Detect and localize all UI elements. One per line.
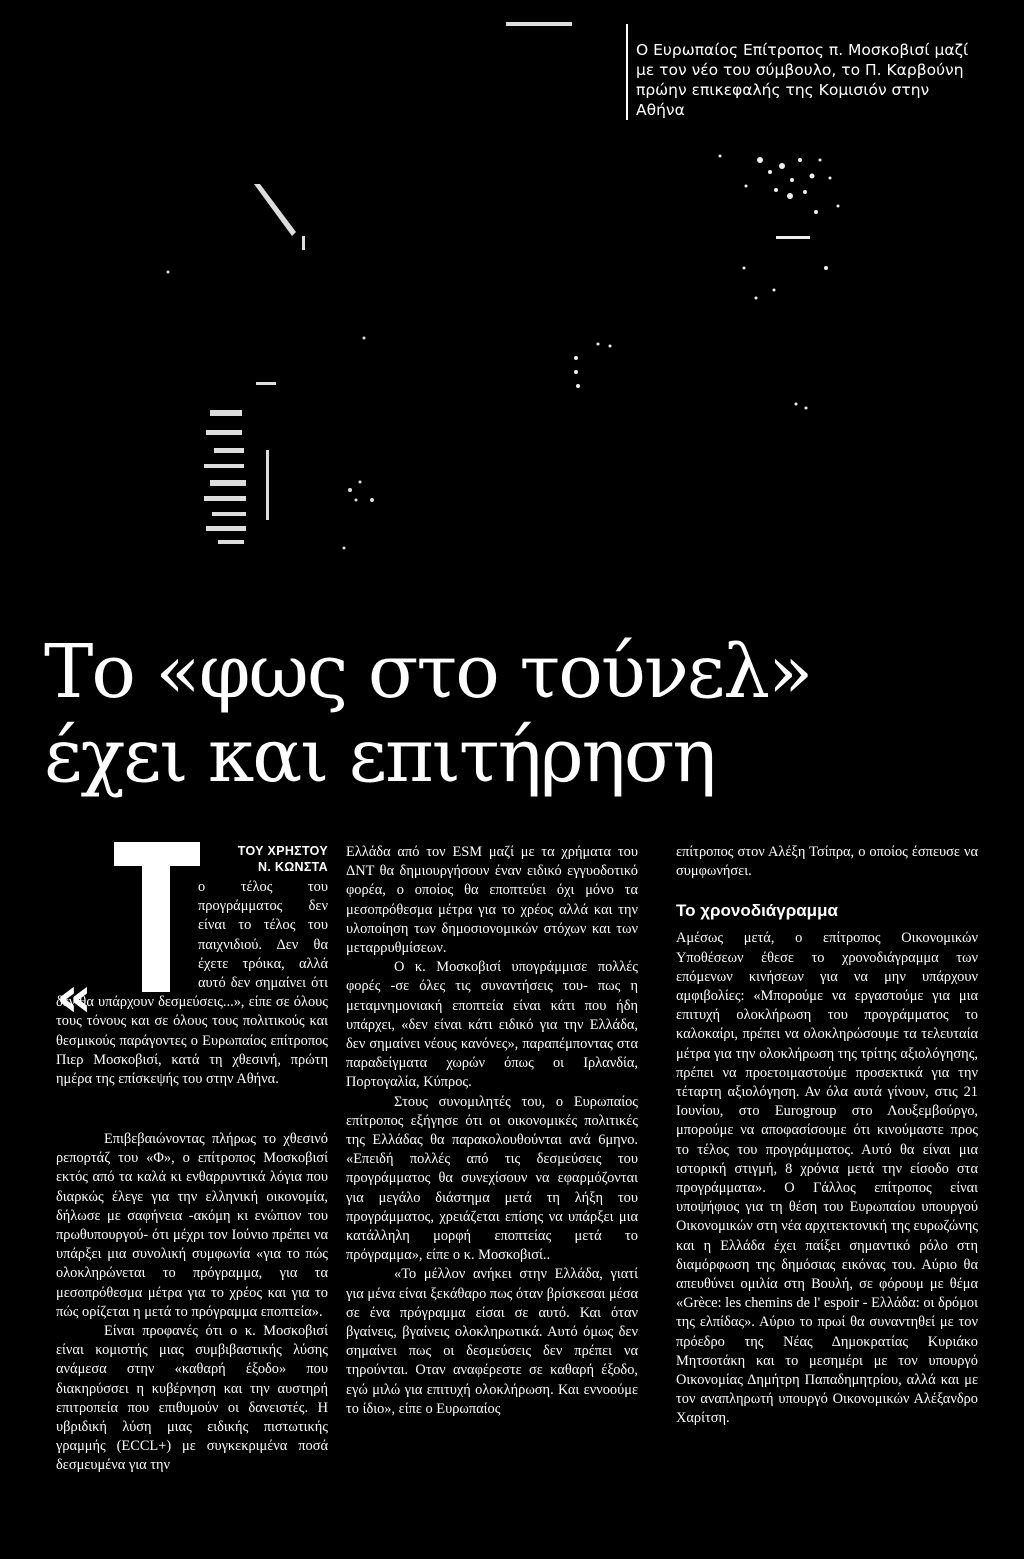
article-photo [0,0,1024,620]
article-column-3 [676,843,978,1429]
headline [44,630,1004,798]
col1-paragraph-3: Είναι προφανές ότι ο κ. Μοσκοβισί είναι κομιστής μιας συμβιβαστικής λύσης ανάμεσα στην «καθαρή έξοδο» που διακηρύσσει η κυβέρνηση και την αυστηρή επιτροπεία που επιθυμούν οι δανειστές. Η υβριδική λύση μιας ειδικής πιστωτικής γραμμής (ECCL+) με συγκεκριμένα ποσά δεσμευμένα για την [56,1323,328,1474]
col2-paragraph-3: Στους συνομιλητές του, ο Ευρωπαίος επίτροπος εξήγησε ότι οι οικονομικές πολιτικές της Ελλάδας θα παρακολουθούνται ανά 6μηνο. «Επειδή πολλές από τις δεσμεύσεις του προγράμματος θα συνεχίσουν να εφαρμόζονται για μεγάλο διάστημα μετά τη λήξη του προγράμματος, χρειάζεται επίσης να υπάρξει μια κατάλληλη μορφή εποπτείας μετά το πρόγραμμα», είπε ο κ. Μοσκοβισί.. [346,1093,638,1264]
article-column-2 [346,843,638,1419]
byline-line-1: ΤΟΥ ΧΡΗΣΤΟΥ [237,844,328,858]
headline-line-2: έχει και επιτήρηση [44,713,715,799]
lead-block [198,843,328,875]
byline-line-2: Ν. ΚΩΝΣΤΑ [258,860,328,874]
article-column-1-cont [56,1130,328,1476]
lead-paragraph: ο τέλος του προγράμματος δεν είναι το τέλος του παιχνιδιού. Δεν θα έχετε τρόικα, αλλά αυτό δεν σημαίνει ότι δεν θα υπάρχουν δεσμεύσεις...», είπε σε όλους τους τόνους και σε όλους τους πολιτικούς και θεσμικούς παράγοντες ο Ευρωπαίος επίτροπος Πιερ Μοσκοβισί, κατά τη χθεσινή, πρώτη ημέρα της επίσκεψής του στην Αθήνα. [56,879,328,1088]
col2-paragraph-2: Ο κ. Μοσκοβισί υπογράμμισε πολλές φορές -σε όλες τις συναντήσεις του- πως η μεταμνημονιακή εποπτεία είναι κάτι που ήδη υπάρχει, «δεν είναι κάτι ειδικό για την Ελλάδα, δεν σημαίνει νέους κανόνες», παραπέμποντας στα παραδείγματα χωρών όπως οι Ιρλανδία, Πορτογαλία, Κύπρος. [346,959,638,1091]
dropcap-spacer [56,878,198,993]
byline [198,843,328,875]
col3-paragraph-1: επίτροπος στον Αλέξη Τσίπρα, ο οποίος έσπευσε να συμφωνήσει. [676,844,978,880]
dropcap-quote: « [56,965,93,1030]
col2-paragraph-4: «Το μέλλον ανήκει στην Ελλάδα, γιατί για μένα είναι ξεκάθαρο πως όταν βρίσκεσαι μέσα σε ένα πρόγραμμα είσαι σε αυτό. Και όταν βγαίνεις, βγαίνεις ολοκληρωτικά. Αυτό όμως δεν σημαίνει πως οι δεσμεύσεις δεν πρέπει να τηρούνται. Οταν αναφέρεστε σε καθαρή έξοδο, εγώ μιλώ για επιτυχή ολοκλήρωση. Και εννοούμε το ίδιο», είπε ο Ευρωπαίος [346,1266,638,1417]
photo-caption: Ο Ευρωπαίος Επίτροπος π. Μοσκοβισί μαζί με τον νέο του σύμβουλο, το Π. Καρβούνη πρώην επικεφαλής της Κομισιόν στην Αθήνα [636,41,969,119]
col2-paragraph-1: Ελλάδα από τον ESM μαζί με τα χρήματα του ΔΝΤ θα δημιουργήσουν έναν ειδικό εγγυοδοτικό φορέα, ο οποίος θα εποπτεύει όχι μόνο τα μεσοπρόθεσμα μέτρα για το χρέος αλλά και την υλοποίηση των δημοσιονομικών στόχων και των μεταρρυθμίσεων. [346,844,638,957]
headline-line-1: Το «φως στο τούνελ» [44,629,812,715]
section-subhead: Το χρονοδιάγραμμα [676,901,838,921]
article-column-1 [56,878,328,1089]
col1-paragraph-2: Επιβεβαιώνοντας πλήρως το χθεσινό ρεπορτάζ του «Φ», ο επίτροπος Μοσκοβισί εκτός από τα καλά κι ενθαρρυντικά λόγια που διαρκώς έλεγε για την ελληνική οικονομία, δήλωσε με σαφήνεια -ακόμη κι ενώπιον του πρωθυπουργού- ότι μέχρι τον Ιούνιο πρέπει να υπάρξει μια συνολική συμφωνία «για το πώς ολοκληρώνεται το πρόγραμμα, για τα μεσοπρόθεσμα μέτρα για το χρέος και για το πώς ορίζεται η μετά το πρόγραμμα εποπτεία». [56,1131,328,1320]
col3-paragraph-2: Αμέσως μετά, ο επίτροπος Οικονομικών Υποθέσεων έθεσε το χρονοδιάγραμμα των επόμενων κινήσεων για να μην υπάρχουν αμφιβολίες: «Μπορούμε να εργαστούμε για μια επιτυχή ολοκλήρωση του προγράμματος το καλοκαίρι, πρέπει να ολοκληρώσουμε τα τελευταία μέτρα για την ολοκλήρωση της τρίτης αξιολόγησης, πρέπει να προετοιμαστούμε προσεκτικά για την τέταρτη αξιολόγηση. Αν όλα αυτά γίνουν, στις 21 Ιουνίου, στο Eurogroup στο Λουξεμβούργο, μπορούμε να αποφασίσουμε ότι κινούμαστε προς το τέλος του προγράμματος. Αυτό θα είναι μια ιστορική στιγμή, 8 χρόνια μετά την είσοδο στα προγράμματα». Ο Γάλλος επίτροπος είναι υποψήφιος για τη θέση του Ευρωπαίου υπουργού Οικονομικών στη νέα αρχιτεκτονική της ευρωζώνης και η Ελλάδα έχει παίξει σημαντικό ρόλο στη διαμόρφωση της δημόσιας εικόνας του. Αύριο θα απευθύνει ομιλία στη Βουλή, σε φόρουμ με θέμα «Grèce: les chemins de l' espoir - Ελλάδα: οι δρόμοι της ελπίδας». Αύριο το πρωί θα συναντηθεί με τον πρόεδρο της Νέας Δημοκρατίας Κυριάκο Μητσοτάκη και το μεσημέρι με τον υπουργό Οικονομίας Δημήτρη Παπαδημητρίου, αλλά και με τον αναπληρωτή υπουργό Οικονομικών Αλέξανδρο Χαρίτση. [676,930,978,1427]
caption-rule [626,24,628,120]
